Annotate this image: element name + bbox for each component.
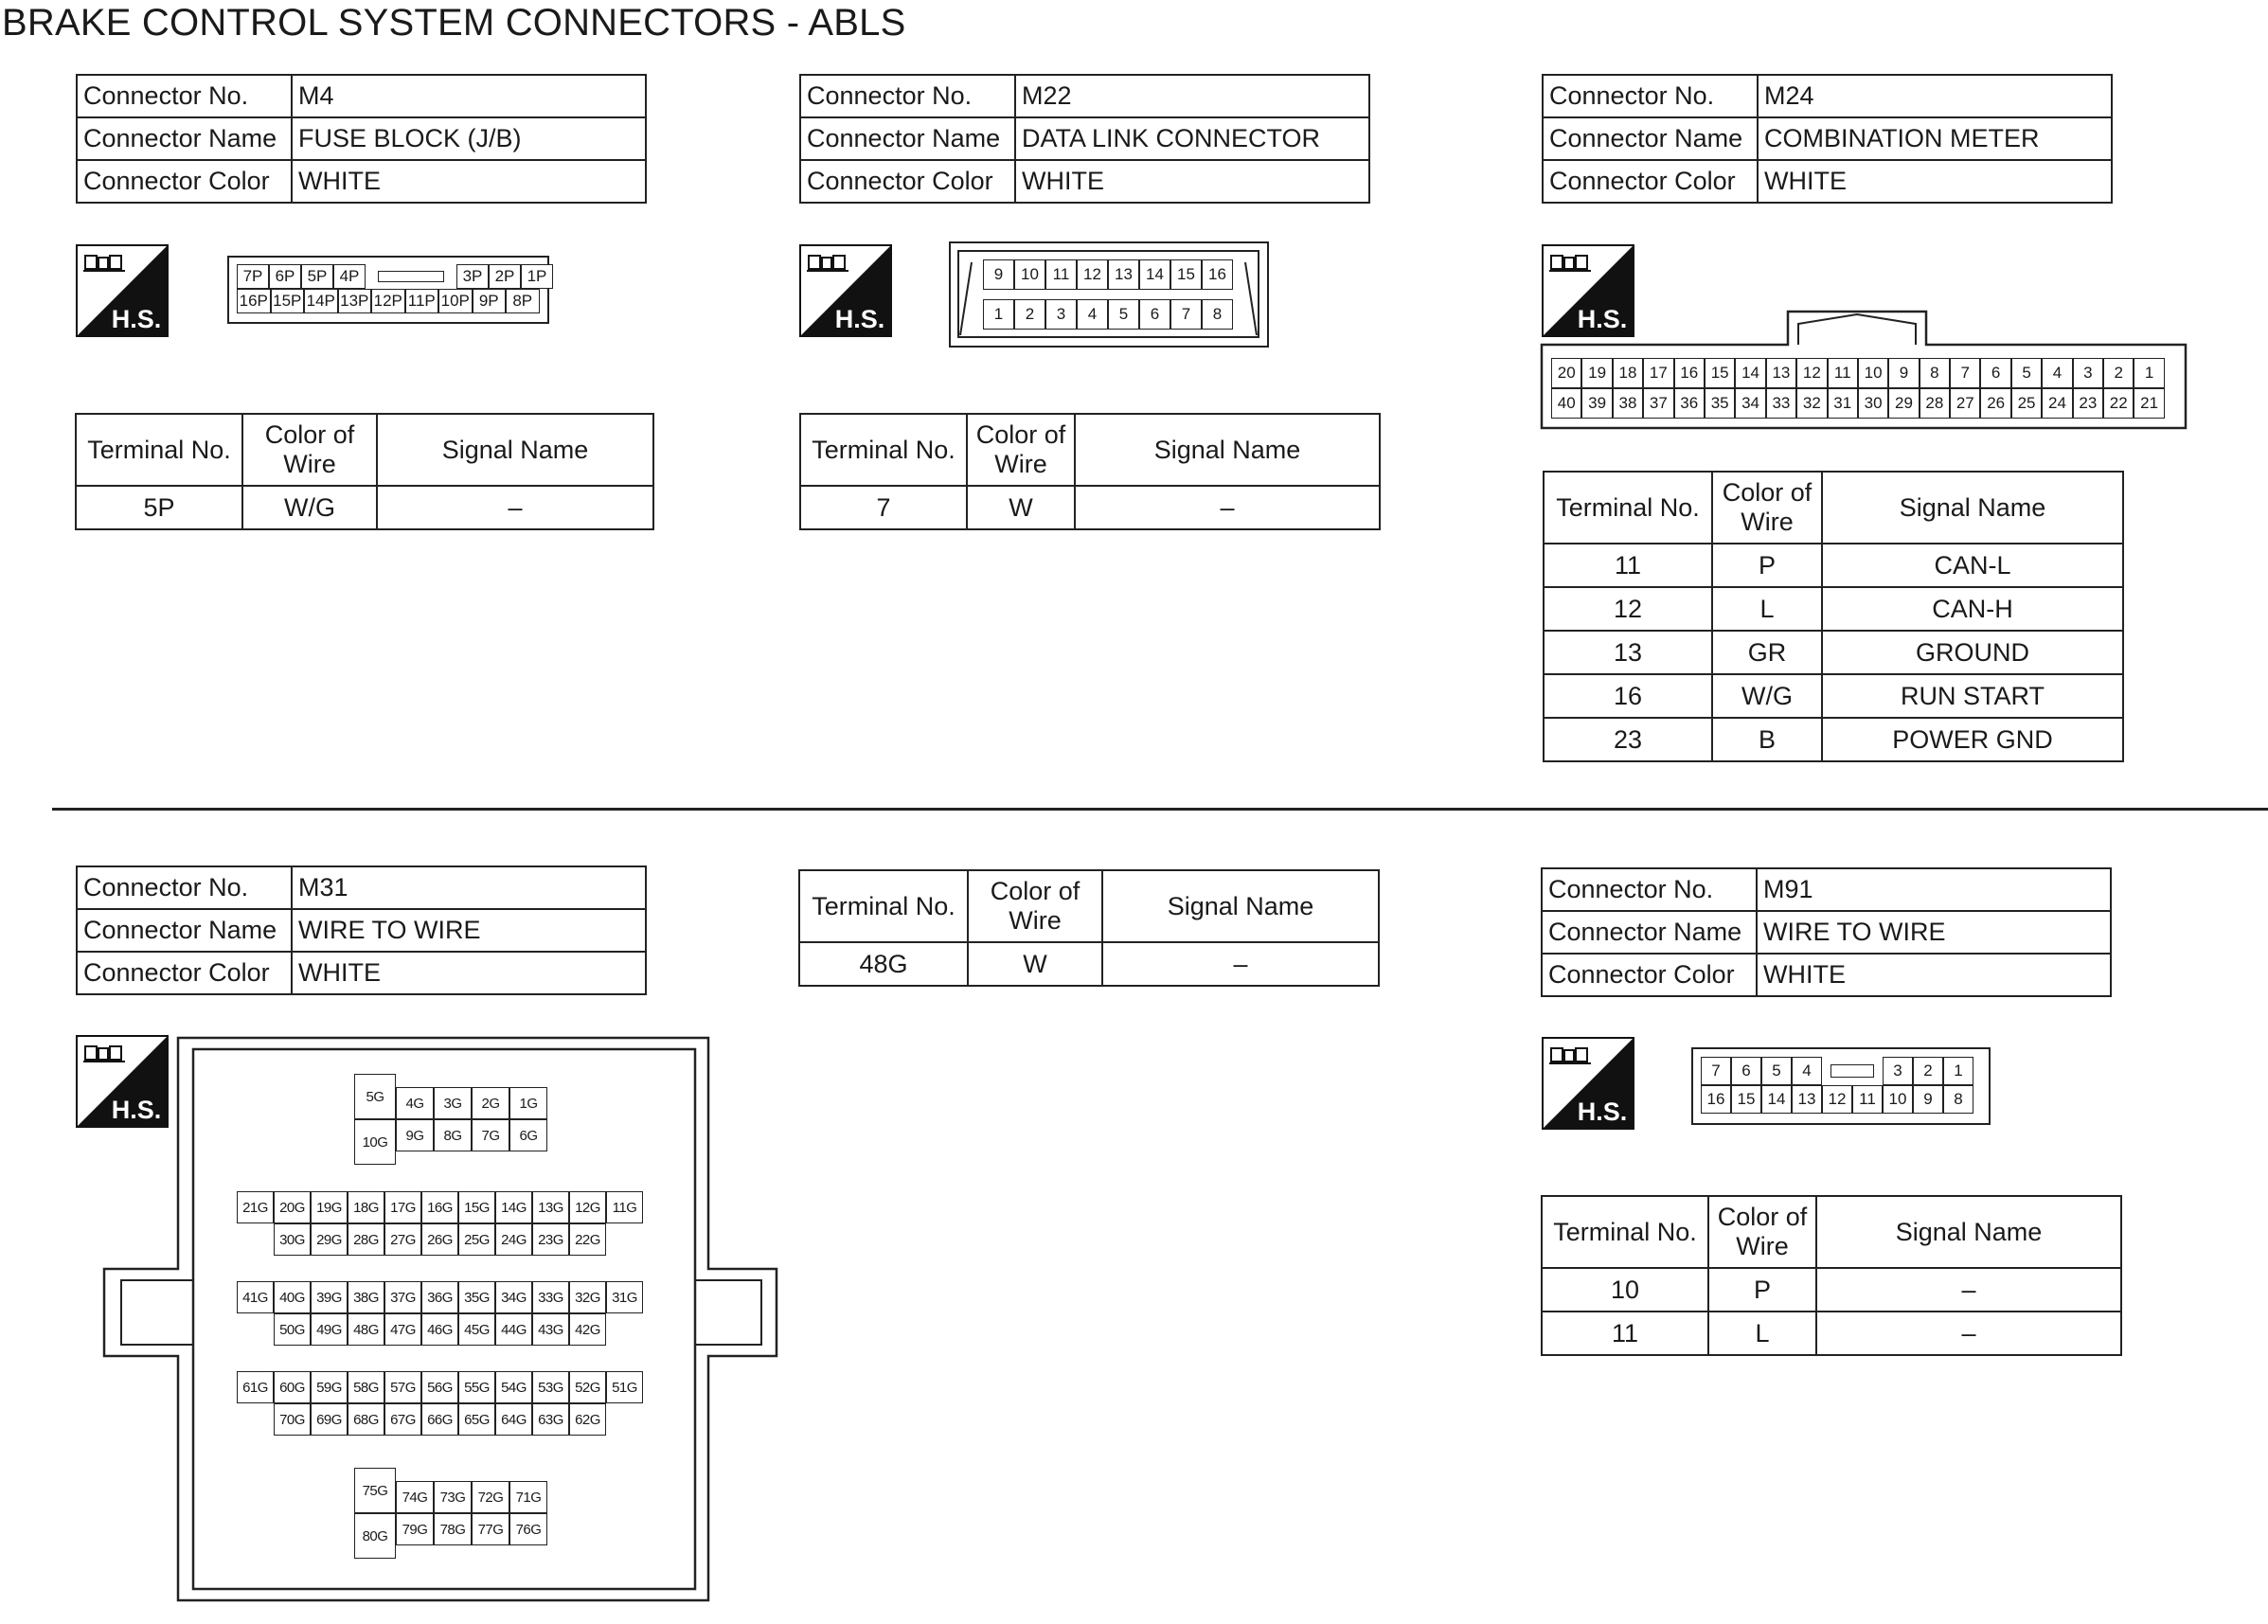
connector-info-m31 — [76, 866, 647, 995]
signal-name-cell: CAN-L — [1822, 544, 2123, 587]
connector-no-value: M24 — [1758, 75, 2112, 117]
pin-cell: 3 — [1883, 1057, 1913, 1085]
pin-cell: 26 — [1980, 388, 2010, 419]
terminal-no-cell: 48G — [799, 942, 968, 986]
pin-cell: 14P — [304, 289, 338, 313]
pin-cell: 4 — [1792, 1057, 1822, 1085]
pin-cell: 12P — [371, 289, 405, 313]
signal-name-header: Signal Name — [1102, 870, 1379, 942]
pin-cell: 25 — [2011, 388, 2042, 419]
pin-cell: 38 — [1613, 388, 1643, 419]
signal-name-cell: GROUND — [1822, 631, 2123, 674]
wire-color-cell: P — [1712, 544, 1822, 587]
pin-cell: 1P — [521, 264, 553, 289]
pin-cell: 15 — [1170, 259, 1202, 290]
pin-cell: 39G — [311, 1281, 348, 1313]
connector-name-label: Connector Name — [1542, 911, 1757, 954]
pin-cell: 5 — [1108, 299, 1139, 330]
pin-cell: 53G — [532, 1371, 569, 1403]
color-of-wire-header: Color of Wire — [967, 414, 1075, 486]
pin-cell: 3P — [456, 264, 489, 289]
signal-name-cell: RUN START — [1822, 674, 2123, 718]
pin-cell: 8 — [1920, 358, 1950, 388]
connector-no-label: Connector No. — [1542, 868, 1757, 911]
pin-cell: 19 — [1581, 358, 1612, 388]
terminal-table-m4 — [75, 413, 654, 530]
pin-cell: 10 — [1858, 358, 1888, 388]
pin-cell: 6 — [1139, 299, 1170, 330]
table-row — [1542, 1312, 2121, 1355]
connector-no-label: Connector No. — [77, 866, 292, 909]
pin-cell: 76G — [509, 1513, 547, 1545]
pin-row-bottom — [1551, 388, 2165, 419]
pin-row-top — [237, 264, 553, 289]
harness-side-icon — [76, 244, 169, 337]
pin-cell: 23G — [532, 1223, 569, 1256]
pin-cell: 72G — [472, 1481, 509, 1513]
connector-name-label: Connector Name — [800, 117, 1015, 160]
key-slot-shape — [378, 271, 443, 282]
wire-color-cell: P — [1708, 1268, 1816, 1312]
connector-no-label: Connector No. — [800, 75, 1015, 117]
table-row — [799, 942, 1379, 986]
pin-cell: 5 — [1761, 1057, 1792, 1085]
pin-cell: 7G — [472, 1119, 509, 1151]
pin-cell: 2 — [1014, 299, 1045, 330]
terminal-table-m22 — [799, 413, 1381, 530]
pin-key-slot — [366, 264, 456, 289]
pin-cell: 16 — [1202, 259, 1233, 290]
pin-cell: 5P — [301, 264, 333, 289]
hs-label: H.S. — [834, 305, 885, 333]
pin-cell: 22 — [2103, 388, 2134, 419]
pin-cell: 18G — [348, 1191, 384, 1223]
pin-cell: 23 — [2073, 388, 2103, 419]
pin-cell: 24G — [495, 1223, 532, 1256]
pin-cell: 34 — [1735, 388, 1765, 419]
terminal-no-cell: 12 — [1544, 587, 1712, 631]
pin-cell: 28 — [1920, 388, 1950, 419]
pin-cell: 21 — [2134, 388, 2164, 419]
pin-cell: 60G — [274, 1371, 311, 1403]
pin-cell: 25G — [458, 1223, 495, 1256]
pin-cell: 3 — [1045, 299, 1077, 330]
pin-cell: 1 — [1943, 1057, 1973, 1085]
pin-cell: 14 — [1761, 1085, 1792, 1114]
color-of-wire-header: Color of Wire — [1712, 472, 1822, 544]
connector-no-label: Connector No. — [77, 75, 292, 117]
terminal-no-header: Terminal No. — [1542, 1196, 1708, 1268]
pin-cell: 67G — [384, 1403, 421, 1436]
pin-cell: 4 — [2042, 358, 2072, 388]
pin-cell: 70G — [274, 1403, 311, 1436]
pin-cell: 9 — [1888, 358, 1919, 388]
pin-cell: 4 — [1077, 299, 1108, 330]
pin-cell: 44G — [495, 1313, 532, 1346]
pin-cell: 13 — [1792, 1085, 1822, 1114]
pin-cell: 1 — [2134, 358, 2164, 388]
pin-cell: 8P — [506, 289, 540, 313]
wire-color-cell: W/G — [1712, 674, 1822, 718]
pin-row — [274, 1313, 606, 1346]
pin-cell: 48G — [348, 1313, 384, 1346]
pin-cell: 34G — [495, 1281, 532, 1313]
pin-cell: 14 — [1139, 259, 1170, 290]
pin-cell: 12 — [1796, 358, 1827, 388]
pin-cell: 30G — [274, 1223, 311, 1256]
pin-cell: 79G — [396, 1513, 434, 1545]
pin-cell: 78G — [434, 1513, 472, 1545]
connector-no-value: M4 — [292, 75, 646, 117]
pin-cell: 59G — [311, 1371, 348, 1403]
pin-cell: 21G — [237, 1191, 274, 1223]
pin-cell: 31 — [1828, 388, 1858, 419]
connector-color-value: WHITE — [1758, 160, 2112, 203]
pin-cell: 12G — [569, 1191, 606, 1223]
pin-cell: 5G — [354, 1074, 396, 1119]
pin-row-bottom — [237, 289, 540, 313]
pin-row — [396, 1513, 547, 1545]
connector-name-value: DATA LINK CONNECTOR — [1015, 117, 1369, 160]
pin-cell: 9P — [473, 289, 507, 313]
pin-cell: 6 — [1731, 1057, 1761, 1085]
connector-no-value: M91 — [1757, 868, 2111, 911]
pin-cell: 10G — [354, 1119, 396, 1165]
pin-cell: 7 — [1950, 358, 1980, 388]
pin-cell: 52G — [569, 1371, 606, 1403]
pin-row — [396, 1087, 547, 1119]
pin-cell: 10 — [1014, 259, 1045, 290]
connector-color-label: Connector Color — [1543, 160, 1758, 203]
pin-cell: 65G — [458, 1403, 495, 1436]
pin-cell: 29 — [1888, 388, 1919, 419]
connector-no-value: M31 — [292, 866, 646, 909]
terminal-no-cell: 11 — [1544, 544, 1712, 587]
connector-info-m91 — [1541, 867, 2112, 997]
table-row — [1544, 587, 2123, 631]
connector-name-label: Connector Name — [77, 909, 292, 952]
pin-cell: 47G — [384, 1313, 421, 1346]
pin-cell: 13 — [1108, 259, 1139, 290]
pin-cell: 9 — [1913, 1085, 1943, 1114]
pin-cell: 54G — [495, 1371, 532, 1403]
pin-cell: 35 — [1705, 388, 1735, 419]
signal-name-cell: CAN-H — [1822, 587, 2123, 631]
pin-cell: 15G — [458, 1191, 495, 1223]
terminal-no-cell: 23 — [1544, 718, 1712, 761]
pin-cell: 13 — [1766, 358, 1796, 388]
connector-name-value: WIRE TO WIRE — [1757, 911, 2111, 954]
pin-cell: 2 — [2103, 358, 2134, 388]
pin-cell: 9G — [396, 1119, 434, 1151]
pin-cell: 49G — [311, 1313, 348, 1346]
connector-name-value: COMBINATION METER — [1758, 117, 2112, 160]
terminal-no-header: Terminal No. — [799, 870, 968, 942]
pin-row — [237, 1191, 643, 1223]
color-of-wire-header: Color of Wire — [1708, 1196, 1816, 1268]
pin-cell: 12 — [1077, 259, 1108, 290]
pin-cell: 11G — [606, 1191, 643, 1223]
pin-cell: 9 — [983, 259, 1014, 290]
pin-cell: 10P — [438, 289, 473, 313]
pin-cell: 24 — [2042, 388, 2072, 419]
pin-cell: 40 — [1551, 388, 1581, 419]
pin-row — [396, 1119, 547, 1151]
wire-color-cell: W — [968, 942, 1102, 986]
table-row — [1544, 544, 2123, 587]
pin-cell: 11P — [405, 289, 439, 313]
pin-cell: 61G — [237, 1371, 274, 1403]
pin-cell: 8 — [1202, 299, 1233, 330]
signal-name-cell: – — [377, 486, 653, 529]
pin-cell: 62G — [569, 1403, 606, 1436]
pin-cell: 80G — [354, 1513, 396, 1559]
pin-cell: 37 — [1643, 388, 1673, 419]
pin-row-bottom — [983, 299, 1233, 330]
pin-cell: 7P — [237, 264, 269, 289]
pin-cell: 56G — [421, 1371, 458, 1403]
terminal-no-header: Terminal No. — [800, 414, 967, 486]
pin-cell: 11 — [1828, 358, 1858, 388]
table-row — [800, 486, 1380, 529]
pin-cell: 50G — [274, 1313, 311, 1346]
pin-cell: 40G — [274, 1281, 311, 1313]
terminal-no-cell: 11 — [1542, 1312, 1708, 1355]
pin-cell: 1G — [509, 1087, 547, 1119]
connector-name-value: WIRE TO WIRE — [292, 909, 646, 952]
signal-name-cell: – — [1102, 942, 1379, 986]
connector-color-value: WHITE — [292, 160, 646, 203]
signal-name-cell: POWER GND — [1822, 718, 2123, 761]
connector-info-m22 — [799, 74, 1370, 204]
table-row — [76, 486, 653, 529]
pin-cell: 15 — [1731, 1085, 1761, 1114]
pin-cell: 33G — [532, 1281, 569, 1313]
pin-cell: 29G — [311, 1223, 348, 1256]
connector-color-label: Connector Color — [77, 952, 292, 994]
pin-cell: 35G — [458, 1281, 495, 1313]
signal-name-cell: – — [1075, 486, 1380, 529]
pin-cell: 6 — [1980, 358, 2010, 388]
connector-info-m24 — [1542, 74, 2113, 204]
signal-name-header: Signal Name — [377, 414, 653, 486]
pin-cell: 36 — [1674, 388, 1705, 419]
table-row — [1544, 718, 2123, 761]
pin-cell: 2P — [489, 264, 521, 289]
pin-cell: 5 — [2011, 358, 2042, 388]
pin-block-left — [354, 1074, 396, 1165]
pin-cell: 19G — [311, 1191, 348, 1223]
connector-name-label: Connector Name — [77, 117, 292, 160]
pin-cell: 42G — [569, 1313, 606, 1346]
pin-block-left — [354, 1468, 396, 1559]
terminal-no-header: Terminal No. — [76, 414, 242, 486]
connector-name-value: FUSE BLOCK (J/B) — [292, 117, 646, 160]
hs-label: H.S. — [111, 1096, 162, 1124]
connector-color-label: Connector Color — [1542, 954, 1757, 996]
signal-name-header: Signal Name — [1822, 472, 2123, 544]
terminal-no-cell: 5P — [76, 486, 242, 529]
pin-cell: 39 — [1581, 388, 1612, 419]
pin-cell: 16 — [1674, 358, 1705, 388]
pin-row — [237, 1281, 643, 1313]
key-slot-shape — [1830, 1064, 1875, 1078]
terminal-no-cell: 13 — [1544, 631, 1712, 674]
hs-label: H.S. — [1577, 1098, 1628, 1126]
pin-cell: 10 — [1883, 1085, 1913, 1114]
pin-cell: 17G — [384, 1191, 421, 1223]
pin-cell: 27G — [384, 1223, 421, 1256]
pin-cell: 43G — [532, 1313, 569, 1346]
signal-name-cell: – — [1816, 1268, 2121, 1312]
pin-cell: 71G — [509, 1481, 547, 1513]
pin-row-top — [1701, 1057, 1973, 1085]
pin-row — [274, 1223, 606, 1256]
pin-cell: 66G — [421, 1403, 458, 1436]
signal-name-cell: – — [1816, 1312, 2121, 1355]
pin-cell: 2 — [1913, 1057, 1943, 1085]
pin-cell: 63G — [532, 1403, 569, 1436]
pin-cell: 64G — [495, 1403, 532, 1436]
signal-name-header: Signal Name — [1816, 1196, 2121, 1268]
pin-cell: 15P — [271, 289, 305, 313]
pin-cell: 13G — [532, 1191, 569, 1223]
pin-cell: 8 — [1943, 1085, 1973, 1114]
pin-cell: 13P — [338, 289, 372, 313]
pin-cell: 17 — [1643, 358, 1673, 388]
pin-cell: 69G — [311, 1403, 348, 1436]
connector-name-label: Connector Name — [1543, 117, 1758, 160]
pin-cell: 16 — [1701, 1085, 1731, 1114]
terminal-table-m91 — [1541, 1195, 2122, 1356]
pin-cell: 18 — [1613, 358, 1643, 388]
pin-row — [237, 1371, 643, 1403]
wire-color-cell: GR — [1712, 631, 1822, 674]
pin-cell: 16P — [237, 289, 271, 313]
pin-cell: 46G — [421, 1313, 458, 1346]
pin-cell: 20 — [1551, 358, 1581, 388]
wire-color-cell: L — [1708, 1312, 1816, 1355]
pin-key-slot — [1822, 1057, 1883, 1085]
pin-cell: 57G — [384, 1371, 421, 1403]
pin-cell: 15 — [1705, 358, 1735, 388]
pin-cell: 12 — [1822, 1085, 1852, 1114]
pin-cell: 14G — [495, 1191, 532, 1223]
pin-row-top — [983, 259, 1233, 290]
pin-cell: 77G — [472, 1513, 509, 1545]
pin-cell: 22G — [569, 1223, 606, 1256]
pin-cell: 6P — [269, 264, 301, 289]
pin-cell: 73G — [434, 1481, 472, 1513]
pin-cell: 8G — [434, 1119, 472, 1151]
wire-color-cell: W — [967, 486, 1075, 529]
section-divider — [52, 808, 2268, 811]
pin-cell: 28G — [348, 1223, 384, 1256]
connector-color-label: Connector Color — [800, 160, 1015, 203]
pin-cell: 7 — [1701, 1057, 1731, 1085]
connector-no-value: M22 — [1015, 75, 1369, 117]
pin-cell: 75G — [354, 1468, 396, 1513]
pin-cell: 45G — [458, 1313, 495, 1346]
color-of-wire-header: Color of Wire — [968, 870, 1102, 942]
signal-name-header: Signal Name — [1075, 414, 1380, 486]
pin-cell: 7 — [1170, 299, 1202, 330]
terminal-table-m31 — [798, 869, 1380, 987]
terminal-no-cell: 7 — [800, 486, 967, 529]
pin-cell: 1 — [983, 299, 1014, 330]
hs-label: H.S. — [111, 305, 162, 333]
pin-cell: 37G — [384, 1281, 421, 1313]
connector-info-m4 — [76, 74, 647, 204]
pin-cell: 33 — [1766, 388, 1796, 419]
pin-cell: 11 — [1852, 1085, 1883, 1114]
pin-cell: 31G — [606, 1281, 643, 1313]
pin-cell: 4G — [396, 1087, 434, 1119]
connector-no-label: Connector No. — [1543, 75, 1758, 117]
color-of-wire-header: Color of Wire — [242, 414, 377, 486]
pin-cell: 4P — [333, 264, 366, 289]
pin-cell: 55G — [458, 1371, 495, 1403]
connector-color-label: Connector Color — [77, 160, 292, 203]
pin-cell: 6G — [509, 1119, 547, 1151]
terminal-no-header: Terminal No. — [1544, 472, 1712, 544]
pin-row — [396, 1481, 547, 1513]
hs-label: H.S. — [1577, 305, 1628, 333]
wire-color-cell: B — [1712, 718, 1822, 761]
pin-cell: 27 — [1950, 388, 1980, 419]
harness-side-icon — [1542, 1037, 1634, 1130]
connector-color-value: WHITE — [1757, 954, 2111, 996]
table-row — [1544, 674, 2123, 718]
pin-cell: 74G — [396, 1481, 434, 1513]
pin-cell: 14 — [1735, 358, 1765, 388]
wire-color-cell: W/G — [242, 486, 377, 529]
harness-side-icon — [799, 244, 892, 337]
terminal-table-m24 — [1543, 471, 2124, 762]
pin-cell: 68G — [348, 1403, 384, 1436]
wire-color-cell: L — [1712, 587, 1822, 631]
pin-row — [274, 1403, 606, 1436]
pin-cell: 38G — [348, 1281, 384, 1313]
pin-row-bottom — [1701, 1085, 1973, 1114]
terminal-no-cell: 16 — [1544, 674, 1712, 718]
pin-cell: 20G — [274, 1191, 311, 1223]
pin-cell: 32 — [1796, 388, 1827, 419]
page-title: BRAKE CONTROL SYSTEM CONNECTORS - ABLS — [2, 2, 906, 44]
pin-cell: 16G — [421, 1191, 458, 1223]
pin-cell: 11 — [1045, 259, 1077, 290]
pin-cell: 51G — [606, 1371, 643, 1403]
pin-cell: 3G — [434, 1087, 472, 1119]
table-row — [1544, 631, 2123, 674]
pin-cell: 26G — [421, 1223, 458, 1256]
pin-row-top — [1551, 358, 2165, 388]
pin-cell: 30 — [1858, 388, 1888, 419]
pin-cell: 2G — [472, 1087, 509, 1119]
pin-cell: 3 — [2073, 358, 2103, 388]
pin-cell: 41G — [237, 1281, 274, 1313]
connector-face-m22 — [949, 241, 1269, 348]
table-row — [1542, 1268, 2121, 1312]
pin-cell: 58G — [348, 1371, 384, 1403]
pin-cell: 32G — [569, 1281, 606, 1313]
connector-color-value: WHITE — [292, 952, 646, 994]
connector-color-value: WHITE — [1015, 160, 1369, 203]
terminal-no-cell: 10 — [1542, 1268, 1708, 1312]
pin-cell: 36G — [421, 1281, 458, 1313]
